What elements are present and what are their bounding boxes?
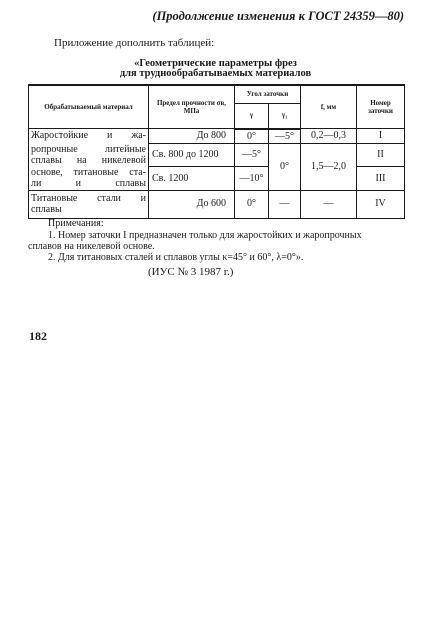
material-line: Титановые стали и [31,192,146,204]
table-title-line-1: «Геометрические параметры фрез [134,58,297,69]
table-title-line-2: для труднообрабатываемых материалов [119,68,312,79]
table-header-row [29,85,405,103]
material-line: основе, титановые ста- [31,166,146,178]
header-gamma: γ [235,103,269,129]
intro-text: Приложение дополнить таблицей: [54,37,215,49]
notes-title: Примечания: [48,218,104,229]
header-angle-group: Угол заточки [235,85,301,103]
ius-reference: (ИУС № 3 1987 г.) [148,266,234,278]
table-row [29,144,405,167]
milling-cutter-parameters-table [28,84,405,219]
sharpening-number-cell: III [357,167,405,191]
material-line: ли и сплавы [31,178,146,189]
f-cell: — [301,190,357,218]
gamma-cell: —10° [235,167,269,191]
material-line: сплавы на никелевой [31,155,146,166]
header-strength: Предел прочности σв, МПа [149,85,235,129]
table-row [29,129,405,144]
gamma-cell: —5° [235,144,269,167]
gamma1-cell: —5° [269,129,301,144]
note-2: 2. Для титановых сталей и сплавов углы κ=45° и 60°, λ=0°». [48,252,304,263]
material-cell [29,190,149,218]
gamma-cell: 0° [235,129,269,144]
table-row [29,190,405,218]
note-1-line-2: сплавов на никелевой основе. [28,241,155,252]
sharpening-number-cell: I [357,129,405,144]
header-f: f, мм [301,85,357,129]
material-cell: Жаростойкие и жа- [29,129,149,144]
strength-cell: Св. 1200 [149,167,235,191]
gamma1-cell: — [269,190,301,218]
f-cell: 0,2—0,3 [301,129,357,144]
gamma1-merged-cell: 0° [269,144,301,191]
header-sharpening-number: Номер заточки [357,85,405,129]
strength-cell: До 800 [149,129,235,144]
note-1-line-1: 1. Номер заточки I предназначен только для жаростойких и жаропрочных [48,230,362,241]
header-gamma1: γ₁ [269,103,301,129]
strength-cell: Св. 800 до 1200 [149,144,235,167]
material-cell [29,144,149,167]
document-header: (Продолжение изменения к ГОСТ 24359—80) [152,9,404,23]
material-cell [29,167,149,191]
strength-cell: До 600 [149,190,235,218]
page-number: 182 [29,329,47,343]
sharpening-number-cell: IV [357,190,405,218]
header-material: Обрабатываемый материал [29,85,149,129]
gamma-cell: 0° [235,190,269,218]
material-line: ропрочные литейные [31,143,146,155]
sharpening-number-cell: II [357,144,405,167]
f-merged-cell: 1,5—2,0 [301,144,357,191]
material-line: сплавы [31,204,62,215]
